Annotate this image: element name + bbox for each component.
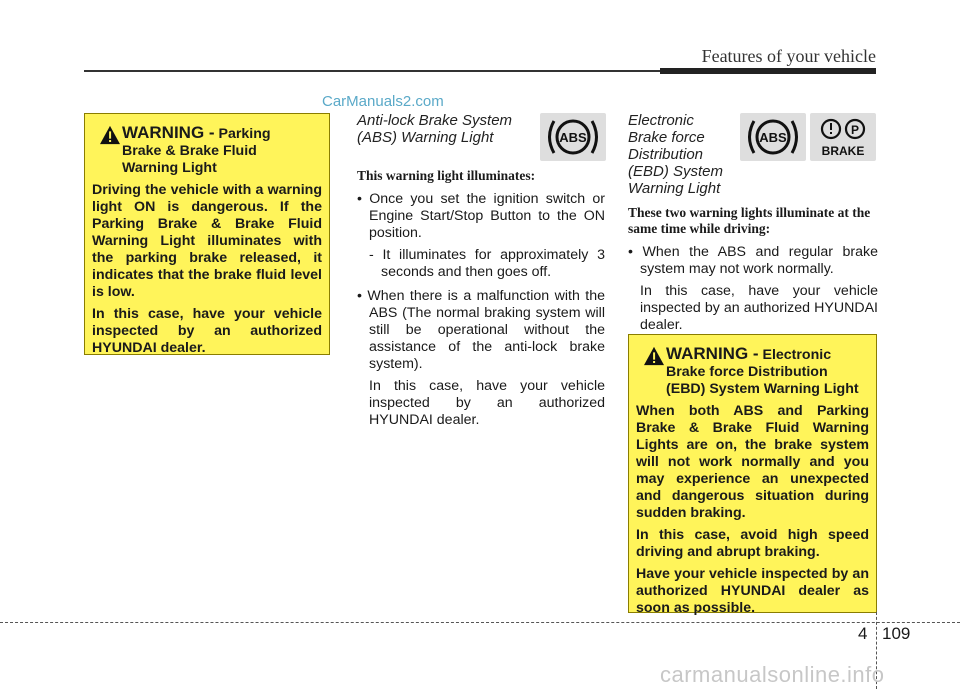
list-paragraph: In this case, have your vehicle inspected by an authorized HYUNDAI dealer. — [640, 283, 878, 333]
p-icon-label: P — [850, 123, 860, 137]
running-header-title: Features of your vehicle — [701, 46, 876, 66]
section-title-line: Warning Light — [628, 180, 721, 197]
header-rule-accent — [660, 68, 876, 74]
section-lead: This warning light illuminates: — [357, 168, 536, 183]
section-lead: These two warning lights illuminate at the same time while driving: — [628, 205, 871, 236]
list-paragraph: In this case, have your vehicle inspected by an authorized HYUNDAI dealer. — [369, 378, 605, 428]
warning-subject: Parking — [218, 126, 271, 142]
warning-paragraph: In this case, avoid high speed driving and abrupt braking. — [636, 527, 869, 560]
watermark-text: CarManuals2.com — [322, 93, 444, 110]
warning-word: WARNING - — [666, 344, 759, 363]
warning-subject: Electronic — [762, 347, 832, 363]
abs-icon-label: ABS — [559, 130, 587, 145]
site-watermark: carmanualsonline.info — [660, 662, 885, 687]
abs-warning-light-icon — [540, 113, 606, 161]
abs-icon-label: ABS — [759, 130, 787, 145]
warning-box-ebd — [628, 334, 877, 616]
warning-word: WARNING - — [122, 123, 215, 142]
warning-body — [636, 403, 869, 617]
warning-paragraph: When both ABS and Parking Brake & Brake Fluid Warning Lights are on, the brake system will not work normally and you may experience an unexpected and dangerous situation during sudden braking. — [636, 403, 869, 521]
footer-rule — [0, 622, 960, 623]
warning-subject-line2: Brake force Distribution — [666, 364, 828, 380]
section-title-line: (ABS) Warning Light — [357, 129, 494, 146]
warning-title — [636, 345, 869, 398]
warning-paragraph: In this case, have your vehicle inspected by an authorized HYUNDAI dealer. — [92, 306, 322, 356]
warning-title — [92, 124, 322, 177]
warning-paragraph: Driving the vehicle with a warning light ON is dangerous. If the Parking Brake & Brake Fluid Warning Light illuminates with the parking brake released, it indicates that the brake fluid level is low. — [92, 182, 322, 300]
list-subitem: - It illuminates for approximately 3 seconds and then goes off. — [369, 247, 605, 280]
page-number: 109 — [882, 624, 911, 643]
section-title-line: Distribution — [628, 146, 704, 163]
warning-subject-line3: Warning Light — [122, 160, 217, 176]
warning-subject-line2: Brake & Brake Fluid — [122, 143, 257, 159]
parking-brake-warning-light-icon — [810, 113, 876, 161]
section-title-line: (EBD) System — [628, 163, 724, 180]
list-item: • When the ABS and regular brake system may not work normally. — [628, 244, 878, 277]
warning-triangle-icon — [98, 125, 122, 145]
warning-body — [92, 182, 322, 357]
brake-icon-label: BRAKE — [821, 144, 865, 158]
warning-triangle-icon — [642, 346, 666, 366]
section-title-line: Brake force — [628, 129, 705, 146]
warning-paragraph: Have your vehicle inspected by an authorized HYUNDAI dealer as soon as possible. — [636, 566, 869, 616]
section-title-line: Anti-lock Brake System — [357, 112, 513, 129]
list-item: • When there is a malfunction with the ABS (The normal braking system will still be operational without the assistance of the anti-lock brake system). — [357, 288, 605, 372]
section-title-line: Electronic — [628, 112, 694, 129]
ebd-abs-warning-light-icon — [740, 113, 806, 161]
chapter-number: 4 — [858, 624, 868, 643]
warning-subject-line3: (EBD) System Warning Light — [666, 381, 859, 397]
warning-box-parking-brake — [84, 113, 330, 355]
list-item: • Once you set the ignition switch or Engine Start/Stop Button to the ON position. — [357, 191, 605, 241]
